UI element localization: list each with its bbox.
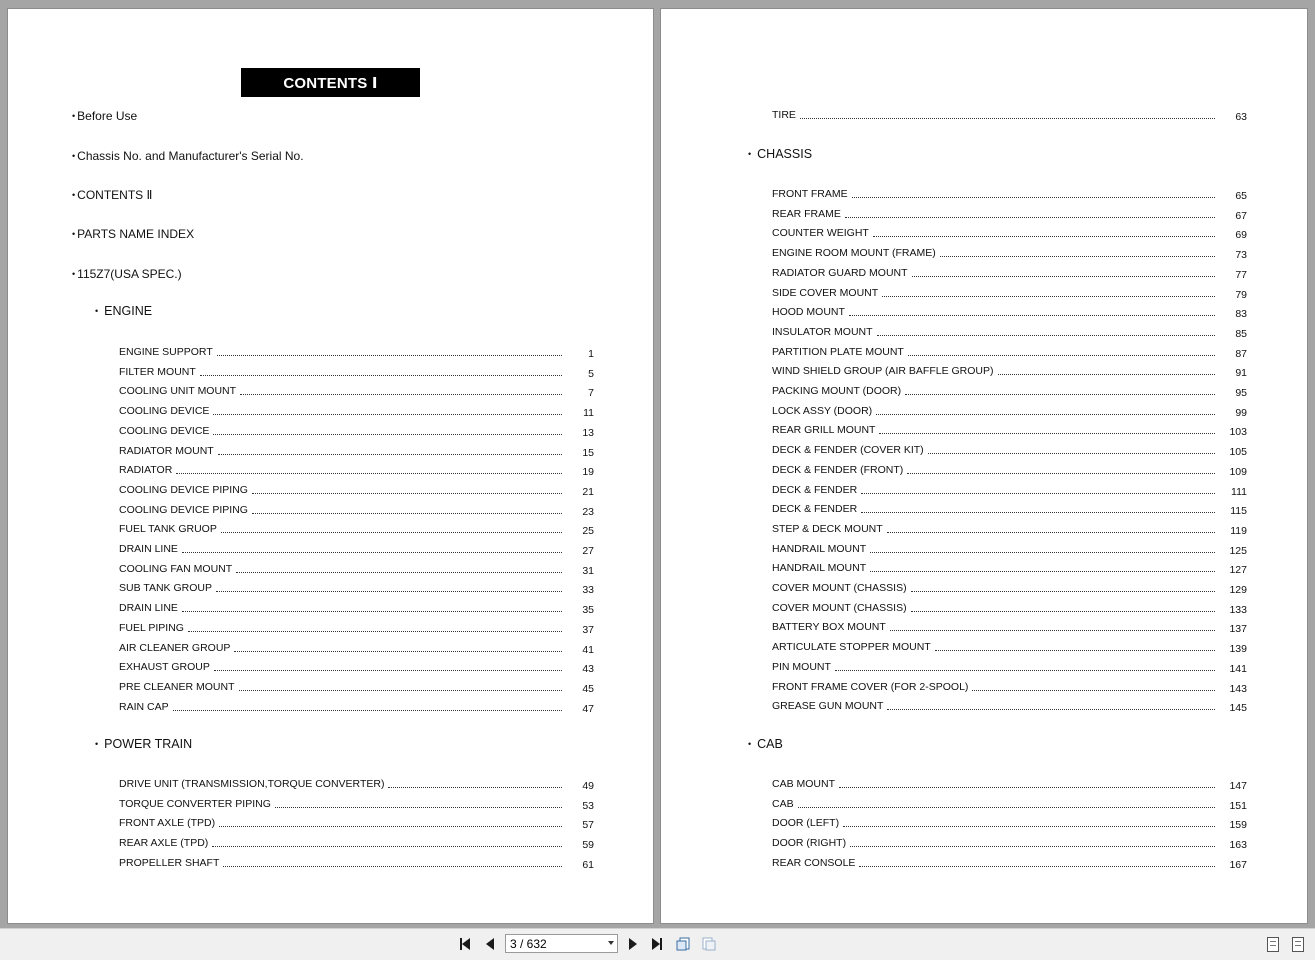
toc-entry[interactable]	[772, 244, 1247, 260]
dot-leader	[212, 846, 562, 847]
toc-entry-page: 163	[1229, 839, 1247, 852]
toc-entry[interactable]	[772, 441, 1247, 457]
toc-entry-label: COOLING FAN MOUNT	[119, 562, 233, 575]
dot-leader	[388, 787, 562, 788]
toc-entry-label: STEP & DECK MOUNT	[772, 522, 883, 535]
dot-leader	[182, 611, 562, 612]
toc-entry-page: 63	[1235, 111, 1247, 123]
toc-entry-label: CAB MOUNT	[772, 778, 835, 790]
toc-entry-label: RAIN CAP	[119, 700, 169, 713]
toc-entry[interactable]	[772, 579, 1247, 595]
toc-entry-label: REAR CONSOLE	[772, 856, 856, 869]
dot-leader	[188, 631, 562, 632]
toc-entry[interactable]	[119, 854, 594, 870]
toc-entry-page: 27	[582, 545, 594, 557]
dot-leader	[908, 355, 1215, 356]
toc-entry[interactable]	[772, 697, 1247, 713]
toc-entry-label: BATTERY BOX MOUNT	[772, 621, 886, 634]
toc-entry-page: 159	[1229, 819, 1247, 832]
toc-entry-label: FUEL PIPING	[119, 621, 184, 634]
toc-entry-label: WIND SHIELD GROUP (AIR BAFFLE GROUP)	[772, 365, 994, 378]
dot-leader	[873, 236, 1215, 237]
toc-entry-label: ENGINE ROOM MOUNT (FRAME)	[772, 247, 936, 260]
section-heading-power-train: • POWER TRAIN	[95, 737, 193, 751]
page-indicator: 3 / 632	[510, 936, 547, 951]
dot-leader	[176, 473, 562, 474]
toc-entry-page: 73	[1235, 249, 1247, 262]
toc-entry[interactable]	[119, 814, 594, 830]
toc-entry[interactable]	[772, 658, 1247, 674]
toc-entry-page: 23	[582, 505, 594, 518]
toc-entry[interactable]	[119, 461, 594, 477]
dot-leader	[887, 532, 1215, 533]
dot-leader	[275, 807, 562, 808]
dot-leader	[798, 807, 1215, 808]
toc-entry[interactable]	[119, 422, 594, 438]
toc-entry-page: 41	[582, 643, 594, 656]
toc-entry-page: 43	[582, 663, 594, 676]
toc-entry-label: DOOR (LEFT)	[772, 817, 840, 830]
toc-entry-label: HOOD MOUNT	[772, 306, 845, 319]
toc-entry-page: 31	[582, 564, 594, 577]
toc-entry-page: 53	[582, 799, 594, 812]
toc-entry-page: 61	[582, 858, 594, 871]
bullet-icon: •	[748, 739, 752, 749]
toc-entry-page: 15	[582, 446, 594, 459]
toc-entry-page: 127	[1229, 564, 1247, 577]
dot-leader	[845, 217, 1215, 218]
toc-entry[interactable]	[772, 775, 1247, 791]
toc-entry-label: ENGINE SUPPORT	[119, 346, 213, 358]
section-heading-engine: • ENGINE	[95, 304, 153, 318]
toc-entry-page: 125	[1229, 544, 1247, 557]
toc-entry-page: 103	[1229, 426, 1247, 439]
toc-entry-page: 115	[1230, 505, 1247, 518]
toc-entry-label: DECK & FENDER (COVER KIT)	[772, 444, 924, 457]
toc-entry[interactable]	[772, 638, 1247, 654]
dot-leader	[236, 572, 562, 573]
toc-top-item[interactable]: • Before Use	[72, 109, 138, 123]
toc-entry-page: 99	[1235, 406, 1247, 419]
toc-entry[interactable]	[772, 481, 1247, 497]
toc-entry-label: AIR CLEANER GROUP	[119, 641, 231, 654]
toc-entry[interactable]	[772, 185, 1247, 201]
toc-entry-label: FRONT AXLE (TPD)	[119, 817, 216, 830]
bullet-icon: •	[72, 269, 76, 279]
toc-entry-label: HANDRAIL MOUNT	[772, 562, 867, 575]
toc-entry[interactable]	[119, 481, 594, 497]
toc-entry[interactable]	[119, 363, 594, 379]
toc-entry-label: INSULATOR MOUNT	[772, 325, 873, 338]
toc-entry-page: 59	[582, 839, 594, 852]
toc-entry-page: 5	[588, 367, 594, 380]
page-title: CONTENTS Ⅰ	[241, 68, 420, 97]
toc-entry-label: RADIATOR MOUNT	[119, 444, 214, 457]
dot-leader	[835, 670, 1215, 671]
toc-entry-label: REAR GRILL MOUNT	[772, 424, 876, 437]
toc-entry-page: 141	[1229, 662, 1247, 675]
toc-entry-page: 87	[1235, 347, 1247, 360]
continuous-view-icon[interactable]	[1290, 936, 1306, 952]
toc-entry-page: 1	[588, 348, 594, 360]
dot-leader	[216, 591, 562, 592]
toc-entry[interactable]	[119, 579, 594, 595]
toc-entry-label: DECK & FENDER	[772, 483, 858, 496]
toc-entry-page: 137	[1229, 623, 1247, 636]
toc-entry[interactable]	[119, 382, 594, 398]
toc-entry-page: 47	[582, 702, 594, 715]
dot-leader	[935, 650, 1215, 651]
toc-entry-label: CAB	[772, 797, 794, 810]
toc-entry-label: PRE CLEANER MOUNT	[119, 680, 235, 693]
dot-leader	[173, 710, 562, 711]
toc-entry-label: COVER MOUNT (CHASSIS)	[772, 601, 907, 614]
dot-leader	[213, 434, 562, 435]
previous-view-icon[interactable]	[675, 936, 691, 952]
toc-entry-label: REAR FRAME	[772, 207, 841, 220]
dot-leader	[998, 374, 1216, 375]
toc-entry-label: PROPELLER SHAFT	[119, 856, 220, 869]
toc-entry[interactable]	[119, 775, 594, 791]
toc-entry[interactable]	[772, 224, 1247, 240]
toc-entry-page: 85	[1235, 327, 1247, 340]
dot-leader	[849, 315, 1215, 316]
toc-entry[interactable]	[119, 599, 594, 615]
toc-entry[interactable]	[119, 540, 594, 556]
toc-entry-page: 143	[1229, 682, 1247, 695]
toc-entry-page: 83	[1235, 308, 1247, 321]
toc-entry-page: 37	[582, 623, 594, 636]
toc-entry-label: DOOR (RIGHT)	[772, 837, 847, 850]
toc-entry[interactable]	[119, 343, 594, 359]
dot-leader	[240, 394, 562, 395]
toc-entry-label: TORQUE CONVERTER PIPING	[119, 797, 271, 810]
toc-entry[interactable]	[772, 343, 1247, 359]
toc-entry[interactable]	[119, 520, 594, 536]
dot-leader	[876, 414, 1215, 415]
dot-leader	[219, 826, 562, 827]
toc-entry-label: REAR AXLE (TPD)	[119, 837, 209, 850]
dot-leader	[213, 414, 562, 415]
toc-entry[interactable]	[772, 834, 1247, 850]
toc-entry-label: FRONT FRAME COVER (FOR 2-SPOOL)	[772, 680, 969, 693]
toc-entry-page: 25	[582, 525, 594, 538]
toc-entry-label: LOCK ASSY (DOOR)	[772, 404, 873, 417]
toc-entry-label: SIDE COVER MOUNT	[772, 286, 879, 299]
toc-entry-label: FRONT FRAME	[772, 188, 848, 200]
toc-entry-label: PACKING MOUNT (DOOR)	[772, 385, 902, 397]
bullet-icon: •	[95, 306, 99, 316]
toc-entry[interactable]	[119, 560, 594, 576]
document-page-right	[661, 9, 1307, 923]
toc-entry-label: TIRE	[772, 109, 796, 121]
toc-entry-page: 129	[1229, 584, 1247, 596]
toc-entry[interactable]	[772, 421, 1247, 437]
document-page-left	[8, 9, 653, 923]
toc-entry[interactable]	[772, 284, 1247, 300]
toc-entry[interactable]	[119, 795, 594, 811]
toc-entry-page: 119	[1230, 524, 1247, 537]
single-page-view-icon[interactable]	[1265, 936, 1281, 952]
toc-entry-label: COOLING DEVICE PIPING	[119, 483, 248, 496]
toc-entry[interactable]	[119, 501, 594, 517]
toc-entry-label: DRAIN LINE	[119, 543, 178, 555]
toc-entry-page: 69	[1235, 229, 1247, 242]
dot-leader	[972, 690, 1215, 691]
toc-entry-label: COOLING DEVICE PIPING	[119, 503, 248, 516]
dot-leader	[200, 375, 562, 376]
toc-entry[interactable]	[119, 402, 594, 418]
dot-leader	[907, 473, 1215, 474]
dot-leader	[890, 630, 1215, 631]
bullet-icon: •	[72, 111, 76, 121]
dot-leader	[940, 256, 1215, 257]
dot-leader	[839, 787, 1215, 788]
section-heading-cab: • CAB	[748, 737, 783, 751]
dot-leader	[850, 846, 1215, 847]
dot-leader	[861, 512, 1215, 513]
toc-entry[interactable]	[772, 599, 1247, 615]
dot-leader	[852, 197, 1215, 198]
toc-entry-label: COOLING UNIT MOUNT	[119, 385, 237, 398]
toc-entry-page: 11	[583, 407, 594, 420]
toc-entry-label: FILTER MOUNT	[119, 365, 196, 378]
toc-entry[interactable]	[119, 442, 594, 458]
dot-leader	[861, 493, 1215, 494]
toc-entry[interactable]	[119, 698, 594, 714]
toc-entry[interactable]	[772, 402, 1247, 418]
toc-entry-page: 133	[1229, 603, 1247, 616]
toc-entry-label: DECK & FENDER (FRONT)	[772, 463, 904, 476]
toc-entry-page: 151	[1229, 799, 1247, 812]
toc-entry-label: SUB TANK GROUP	[119, 582, 212, 595]
dot-leader	[217, 355, 562, 356]
toc-entry[interactable]	[772, 323, 1247, 339]
dot-leader	[182, 552, 562, 553]
dot-leader	[223, 866, 562, 867]
toc-entry-page: 95	[1235, 387, 1247, 399]
last-page-icon[interactable]	[649, 936, 665, 952]
toc-entry[interactable]	[772, 618, 1247, 634]
toc-entry-page: 49	[582, 780, 594, 792]
dot-leader	[870, 552, 1215, 553]
toc-entry-page: 19	[582, 466, 594, 479]
toc-entry-label: COOLING DEVICE	[119, 424, 210, 437]
toc-entry-page: 111	[1231, 485, 1247, 498]
toc-entry-label: COOLING DEVICE	[119, 405, 210, 418]
toc-entry-label: HANDRAIL MOUNT	[772, 542, 867, 555]
toc-entry-page: 65	[1235, 190, 1247, 202]
toc-top-item[interactable]: • PARTS NAME INDEX	[72, 227, 195, 241]
toc-entry-page: 7	[588, 387, 594, 400]
dot-leader	[234, 651, 562, 652]
bullet-icon: •	[95, 739, 99, 749]
dot-leader	[882, 296, 1215, 297]
section-heading-chassis: • CHASSIS	[748, 147, 813, 161]
viewer-toolbar	[0, 928, 1315, 960]
dot-leader	[252, 493, 562, 494]
dot-leader	[214, 670, 562, 671]
toc-entry-label: FUEL TANK GRUOP	[119, 523, 217, 536]
toc-entry-label: DRIVE UNIT (TRANSMISSION,TORQUE CONVERTER)	[119, 778, 385, 790]
toc-entry-label: EXHAUST GROUP	[119, 661, 210, 674]
next-page-icon[interactable]	[625, 936, 641, 952]
dot-leader	[911, 591, 1215, 592]
toc-entry[interactable]	[772, 854, 1247, 870]
toc-entry-label: DECK & FENDER	[772, 503, 858, 516]
toc-entry-page: 79	[1235, 288, 1247, 301]
toc-entry[interactable]	[772, 814, 1247, 830]
toc-top-item[interactable]: • CONTENTS Ⅱ	[72, 188, 153, 202]
dot-leader	[800, 118, 1215, 119]
dot-leader	[859, 866, 1215, 867]
toc-entry[interactable]	[772, 559, 1247, 575]
toc-entry-label: GREASE GUN MOUNT	[772, 700, 884, 713]
toc-entry-label: PARTITION PLATE MOUNT	[772, 345, 904, 358]
dot-leader	[877, 335, 1215, 336]
toc-entry[interactable]	[772, 461, 1247, 477]
toc-entry-page: 139	[1229, 643, 1247, 656]
page-number-select[interactable]	[505, 934, 618, 953]
toc-top-item[interactable]: • 115Z7(USA SPEC.)	[72, 267, 182, 281]
toc-entry[interactable]	[119, 619, 594, 635]
toc-entry-label: RADIATOR	[119, 464, 173, 477]
toc-entry-page: 45	[582, 682, 594, 695]
toc-entry[interactable]	[772, 500, 1247, 516]
dot-leader	[912, 276, 1215, 277]
dot-leader	[879, 433, 1215, 434]
toc-entry-page: 105	[1229, 446, 1247, 459]
dot-leader	[928, 453, 1215, 454]
toc-entry[interactable]	[772, 106, 1247, 122]
first-page-icon[interactable]	[457, 936, 473, 952]
toc-entry-page: 13	[582, 426, 594, 439]
toc-entry-label: ARTICULATE STOPPER MOUNT	[772, 641, 931, 654]
toc-entry[interactable]	[772, 264, 1247, 280]
toc-entry[interactable]	[772, 382, 1247, 398]
previous-page-icon[interactable]	[482, 936, 498, 952]
toc-entry[interactable]	[772, 678, 1247, 694]
toc-entry-page: 33	[582, 584, 594, 597]
toc-entry[interactable]	[772, 540, 1247, 556]
dot-leader	[843, 826, 1215, 827]
bullet-icon: •	[748, 149, 752, 159]
next-view-icon[interactable]	[701, 936, 717, 952]
toc-entry[interactable]	[119, 658, 594, 674]
dot-leader	[911, 611, 1215, 612]
toc-entry[interactable]	[772, 795, 1247, 811]
dot-leader	[887, 709, 1215, 710]
toc-entry[interactable]	[772, 520, 1247, 536]
toc-entry-page: 67	[1235, 209, 1247, 222]
toc-entry-page: 35	[582, 604, 594, 617]
toc-entry-label: COUNTER WEIGHT	[772, 227, 869, 240]
toc-entry-page: 109	[1229, 465, 1247, 478]
toc-entry-page: 167	[1229, 858, 1247, 871]
dot-leader	[905, 394, 1215, 395]
toc-top-item[interactable]: • Chassis No. and Manufacturer's Serial No.	[72, 149, 304, 163]
toc-entry-page: 21	[582, 485, 594, 498]
toc-entry[interactable]	[119, 639, 594, 655]
toc-entry-page: 57	[582, 819, 594, 832]
toc-entry[interactable]	[119, 834, 594, 850]
dot-leader	[218, 454, 562, 455]
toc-entry-page: 91	[1235, 367, 1247, 380]
toc-entry-label: PIN MOUNT	[772, 660, 831, 673]
toc-entry[interactable]	[119, 678, 594, 694]
bullet-icon: •	[72, 151, 76, 161]
toc-entry-page: 147	[1229, 780, 1247, 792]
dot-leader	[239, 690, 562, 691]
toc-entry[interactable]	[772, 362, 1247, 378]
toc-entry-page: 77	[1235, 268, 1247, 281]
toc-entry[interactable]	[772, 205, 1247, 221]
toc-entry-label: COVER MOUNT (CHASSIS)	[772, 582, 907, 594]
toc-entry-label: RADIATOR GUARD MOUNT	[772, 266, 908, 279]
toc-entry-label: DRAIN LINE	[119, 602, 178, 615]
dot-leader	[221, 532, 562, 533]
chevron-down-icon	[608, 941, 614, 945]
dot-leader	[252, 513, 562, 514]
bullet-icon: •	[72, 229, 76, 239]
toc-entry-page: 145	[1229, 702, 1247, 715]
dot-leader	[870, 571, 1215, 572]
bullet-icon: •	[72, 190, 76, 200]
toc-entry[interactable]	[772, 303, 1247, 319]
